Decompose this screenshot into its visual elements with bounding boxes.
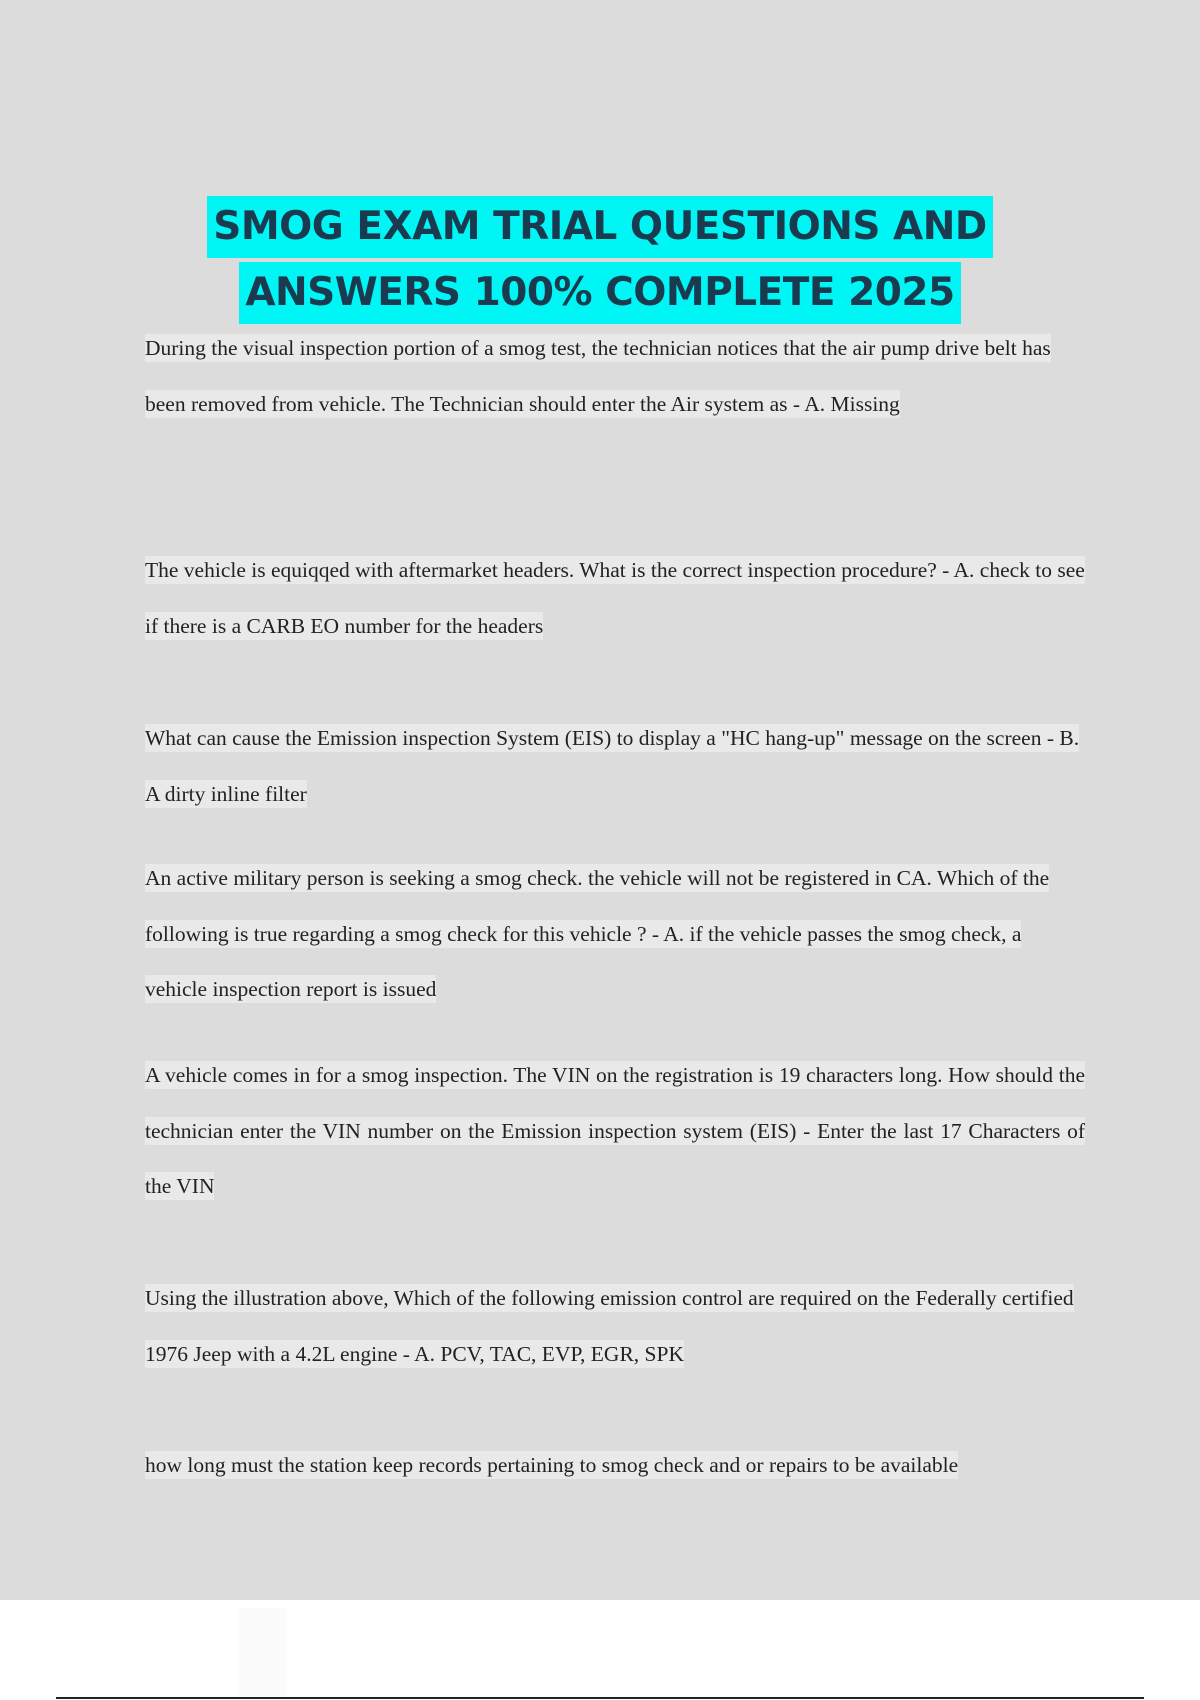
- qa-item-1: [145, 321, 1085, 432]
- qa-item-6: [145, 1271, 1085, 1382]
- title-line-2: ANSWERS 100% COMPLETE 2025: [239, 262, 960, 324]
- document-title: [0, 196, 1200, 324]
- qa-item-1-text: During the visual inspection portion of a smog test, the technician notices that the air pump drive belt has been removed from vehicle. The Technician should enter the Air system as - A. Missing: [145, 336, 1051, 416]
- footer-divider: [56, 1697, 1144, 1699]
- qa-item-2-text: The vehicle is equiqqed with aftermarket headers. What is the correct inspection procedure? - A. check to see if there is a CARB EO number for the headers: [145, 558, 1085, 638]
- qa-item-2: [145, 543, 1085, 654]
- qa-item-3-text: What can cause the Emission inspection System (EIS) to display a "HC hang-up" message on the screen - B. A dirty inline filter: [145, 726, 1080, 806]
- page-margin-mark: [238, 1608, 286, 1696]
- qa-item-7: [145, 1438, 1085, 1494]
- qa-item-7-text: how long must the station keep records pertaining to smog check and or repairs to be available: [145, 1453, 959, 1477]
- qa-item-6-text: Using the illustration above, Which of the following emission control are required on the Federally certified 1976 Jeep with a 4.2L engine - A. PCV, TAC, EVP, EGR, SPK: [145, 1286, 1074, 1366]
- qa-item-5-text: A vehicle comes in for a smog inspection. The VIN on the registration is 19 characters long. How should the technician enter the VIN number on the Emission inspection system (EIS) - Enter the last 17 Characters of the VIN: [145, 1063, 1085, 1198]
- qa-item-4-text: An active military person is seeking a smog check. the vehicle will not be registered in CA. Which of the following is true regarding a smog check for this vehicle ? - A. if the vehicle passes the smog check, a vehicle inspection report is issued: [145, 866, 1050, 1001]
- qa-item-4: [145, 851, 1085, 1018]
- qa-item-3: [145, 711, 1085, 822]
- qa-item-5: [145, 1048, 1085, 1215]
- title-line-1: SMOG EXAM TRIAL QUESTIONS AND: [207, 196, 993, 258]
